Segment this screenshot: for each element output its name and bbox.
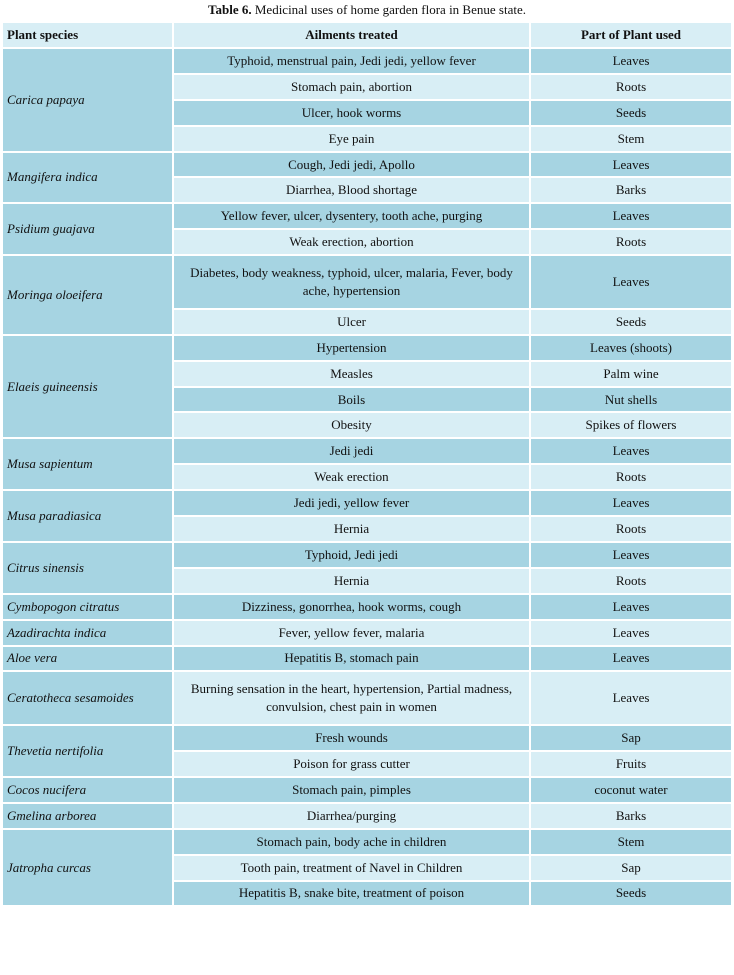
- plant-species-cell: Aloe vera: [2, 646, 173, 672]
- ailments-cell: Hepatitis B, stomach pain: [173, 646, 530, 672]
- plant-species-cell: Jatropha curcas: [2, 829, 173, 907]
- plant-part-cell: Seeds: [530, 309, 732, 335]
- ailments-cell: Boils: [173, 387, 530, 413]
- table-row: [2, 203, 732, 229]
- plant-species-cell: Musa paradiasica: [2, 490, 173, 542]
- ailments-cell: Ulcer: [173, 309, 530, 335]
- table-row: [2, 646, 732, 672]
- plant-part-cell: Stem: [530, 126, 732, 152]
- plant-species-cell: Carica papaya: [2, 48, 173, 152]
- plant-part-cell: Sap: [530, 855, 732, 881]
- plant-part-cell: Leaves: [530, 620, 732, 646]
- ailments-cell: Hernia: [173, 568, 530, 594]
- ailments-cell: Typhoid, menstrual pain, Jedi jedi, yellow fever: [173, 48, 530, 74]
- ailments-cell: Burning sensation in the heart, hypertension, Partial madness, convulsion, chest pain in women: [173, 671, 530, 725]
- ailments-cell: Dizziness, gonorrhea, hook worms, cough: [173, 594, 530, 620]
- plant-part-cell: Leaves (shoots): [530, 335, 732, 361]
- plant-species-cell: Cymbopogon citratus: [2, 594, 173, 620]
- plant-part-cell: Seeds: [530, 881, 732, 907]
- header-plant-species: Plant species: [2, 22, 173, 48]
- plant-species-cell: Azadirachta indica: [2, 620, 173, 646]
- ailments-cell: Diarrhea, Blood shortage: [173, 177, 530, 203]
- table-row: [2, 829, 732, 855]
- ailments-cell: Jedi jedi: [173, 438, 530, 464]
- table-row: [2, 594, 732, 620]
- plant-part-cell: Palm wine: [530, 361, 732, 387]
- ailments-cell: Cough, Jedi jedi, Apollo: [173, 152, 530, 178]
- plant-part-cell: Leaves: [530, 203, 732, 229]
- table-row: [2, 542, 732, 568]
- ailments-cell: Ulcer, hook worms: [173, 100, 530, 126]
- table-row: [2, 777, 732, 803]
- plant-species-cell: Ceratotheca sesamoides: [2, 671, 173, 725]
- plant-species-cell: Musa sapientum: [2, 438, 173, 490]
- ailments-cell: Weak erection: [173, 464, 530, 490]
- table-row: [2, 255, 732, 309]
- plant-species-cell: Mangifera indica: [2, 152, 173, 204]
- header-row: [2, 22, 732, 48]
- ailments-cell: Fresh wounds: [173, 725, 530, 751]
- ailments-cell: Stomach pain, abortion: [173, 74, 530, 100]
- ailments-cell: Measles: [173, 361, 530, 387]
- plant-part-cell: Roots: [530, 568, 732, 594]
- plant-part-cell: Fruits: [530, 751, 732, 777]
- ailments-cell: Tooth pain, treatment of Navel in Children: [173, 855, 530, 881]
- plant-part-cell: Leaves: [530, 671, 732, 725]
- plant-part-cell: Leaves: [530, 542, 732, 568]
- ailments-cell: Diabetes, body weakness, typhoid, ulcer, malaria, Fever, body ache, hypertension: [173, 255, 530, 309]
- caption-label: Table 6.: [208, 2, 252, 17]
- table-row: [2, 490, 732, 516]
- ailments-cell: Hepatitis B, snake bite, treatment of poison: [173, 881, 530, 907]
- ailments-cell: Jedi jedi, yellow fever: [173, 490, 530, 516]
- plant-part-cell: Roots: [530, 229, 732, 255]
- table-row: [2, 725, 732, 751]
- ailments-cell: Yellow fever, ulcer, dysentery, tooth ache, purging: [173, 203, 530, 229]
- ailments-cell: Hernia: [173, 516, 530, 542]
- table-row: [2, 48, 732, 74]
- table-body: [2, 48, 732, 906]
- table-row: [2, 620, 732, 646]
- plant-part-cell: Leaves: [530, 490, 732, 516]
- plant-species-cell: Gmelina arborea: [2, 803, 173, 829]
- plant-species-cell: Citrus sinensis: [2, 542, 173, 594]
- ailments-cell: Typhoid, Jedi jedi: [173, 542, 530, 568]
- ailments-cell: Weak erection, abortion: [173, 229, 530, 255]
- plant-part-cell: Seeds: [530, 100, 732, 126]
- ailments-cell: Obesity: [173, 412, 530, 438]
- plant-part-cell: Roots: [530, 516, 732, 542]
- plant-species-cell: Thevetia nertifolia: [2, 725, 173, 777]
- plant-part-cell: Leaves: [530, 594, 732, 620]
- table-row: [2, 803, 732, 829]
- plant-part-cell: Stem: [530, 829, 732, 855]
- ailments-cell: Poison for grass cutter: [173, 751, 530, 777]
- plant-part-cell: Sap: [530, 725, 732, 751]
- plant-part-cell: Leaves: [530, 646, 732, 672]
- ailments-cell: Hypertension: [173, 335, 530, 361]
- plant-species-cell: Psidium guajava: [2, 203, 173, 255]
- table-row: [2, 335, 732, 361]
- table-caption: [0, 0, 734, 21]
- plant-part-cell: Leaves: [530, 152, 732, 178]
- plant-part-cell: Nut shells: [530, 387, 732, 413]
- table-row: [2, 671, 732, 725]
- medicinal-uses-table: [1, 21, 733, 907]
- plant-species-cell: Moringa oloeifera: [2, 255, 173, 335]
- ailments-cell: Eye pain: [173, 126, 530, 152]
- plant-part-cell: Leaves: [530, 255, 732, 309]
- plant-part-cell: Leaves: [530, 438, 732, 464]
- caption-text: Medicinal uses of home garden flora in Benue state.: [251, 2, 526, 17]
- ailments-cell: Stomach pain, body ache in children: [173, 829, 530, 855]
- ailments-cell: Stomach pain, pimples: [173, 777, 530, 803]
- plant-part-cell: Roots: [530, 74, 732, 100]
- plant-part-cell: Leaves: [530, 48, 732, 74]
- plant-species-cell: Elaeis guineensis: [2, 335, 173, 439]
- ailments-cell: Diarrhea/purging: [173, 803, 530, 829]
- plant-part-cell: Spikes of flowers: [530, 412, 732, 438]
- plant-part-cell: Barks: [530, 177, 732, 203]
- header-ailments-treated: Ailments treated: [173, 22, 530, 48]
- table-row: [2, 152, 732, 178]
- header-part-used: Part of Plant used: [530, 22, 732, 48]
- plant-part-cell: Roots: [530, 464, 732, 490]
- plant-part-cell: coconut water: [530, 777, 732, 803]
- plant-part-cell: Barks: [530, 803, 732, 829]
- plant-species-cell: Cocos nucifera: [2, 777, 173, 803]
- ailments-cell: Fever, yellow fever, malaria: [173, 620, 530, 646]
- table-row: [2, 438, 732, 464]
